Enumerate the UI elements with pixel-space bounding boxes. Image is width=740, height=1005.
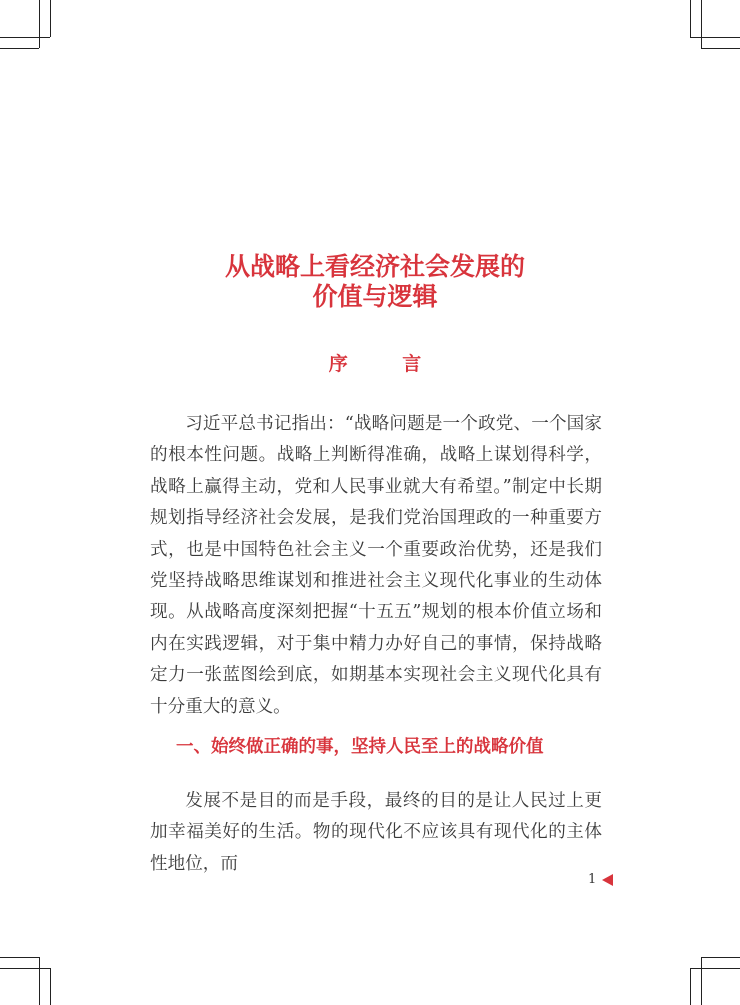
crop-mark-bottom-left-inner-horizontal [0,957,39,958]
crop-mark-top-right-inner-vertical [690,0,691,37]
crop-mark-bottom-right-inner-vertical [690,968,691,1005]
section-1-paragraph: 发展不是目的而是手段，最终的目的是让人民过上更加幸福美好的生活。物的现代化不应该具有现代化的主体性地位，而 [150,791,602,874]
crop-mark-top-left-inner-vertical [50,0,51,37]
crop-mark-top-left-horizontal [0,37,50,38]
title-line-2: 价值与逻辑 [312,282,438,311]
crop-mark-bottom-left-horizontal [0,968,50,969]
document-title [0,252,740,312]
crop-mark-top-left-vertical [39,0,40,48]
crop-mark-bottom-right-vertical [701,957,702,1005]
crop-mark-bottom-right-horizontal [690,968,740,969]
crop-mark-top-right-horizontal [690,37,740,38]
left-triangle-icon [602,874,613,886]
crop-mark-top-right-inner-horizontal [701,48,740,49]
preface-paragraph: 习近平总书记指出：“战略问题是一个政党、一个国家的根本性问题。战略上判断得准确，战略上谋划得科学，战略上赢得主动，党和人民事业就大有希望。”制定中长期规划指导经济社会发展，是我们党治国理政的一种重要方式，也是中国特色社会主义一个重要政治优势，还是我们党坚持战略思维谋划和推进社会主义现代化事业的生动体现。从战略高度深刻把握“十五五”规划的根本价值立场和内在实践逻辑，对于集中精力办好自己的事情，保持战略定力一张蓝图绘到底，如期基本实现社会主义现代化具有十分重大的意义。 [150,414,602,717]
crop-mark-bottom-left-inner-vertical [50,968,51,1005]
preface-heading: 序 言 [328,353,446,375]
page-footer [588,872,613,887]
crop-mark-top-right-vertical [701,0,702,48]
page-number: 1 [588,872,597,887]
title-line-1: 从战略上看经济社会发展的 [224,252,525,281]
crop-mark-bottom-right-inner-horizontal [701,957,740,958]
crop-mark-top-left-inner-horizontal [0,48,39,49]
crop-mark-bottom-left-vertical [39,957,40,1005]
section-heading-1: 一、始终做正确的事，坚持人民至上的战略价值 [176,737,544,757]
